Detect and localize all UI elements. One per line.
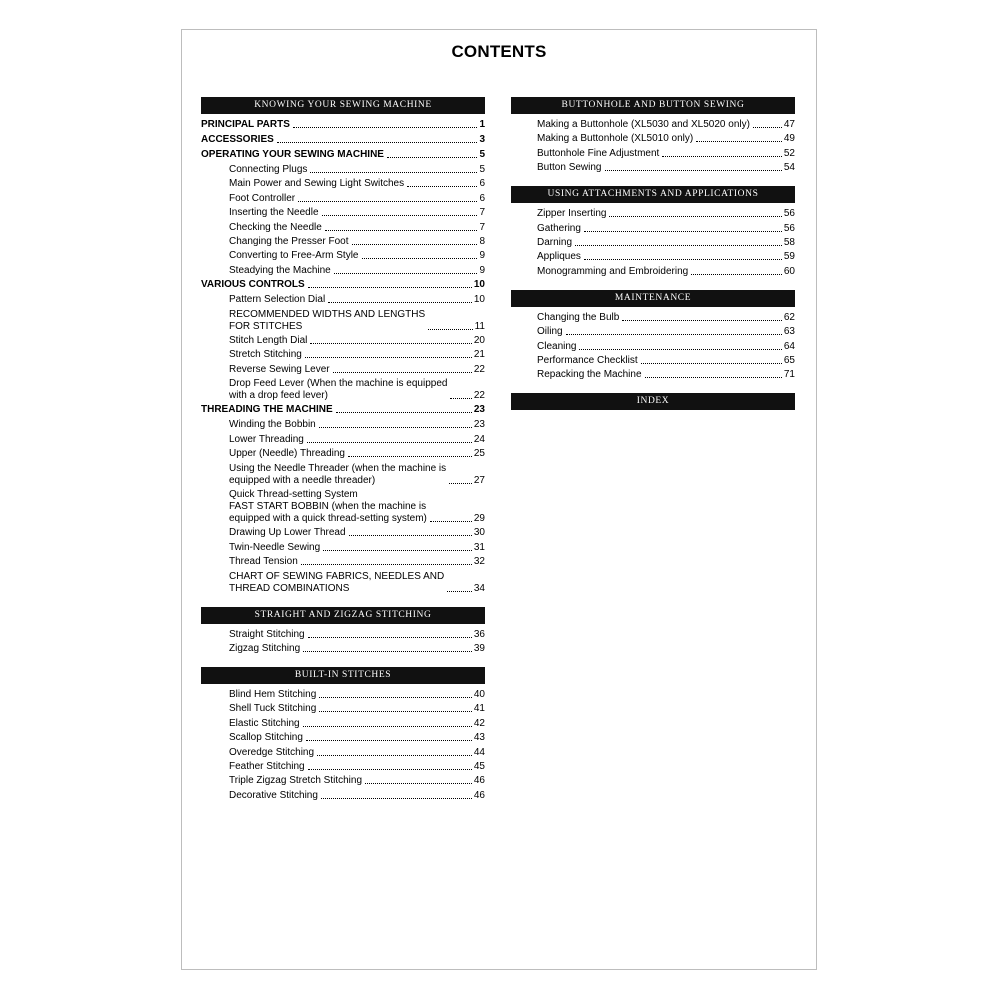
section-header-maintenance: MAINTENANCE	[511, 290, 795, 307]
toc-entry[interactable]: Upper (Needle) Threading 25	[229, 448, 485, 460]
toc-entry[interactable]: Blind Hem Stitching 40	[229, 688, 485, 700]
section-entries-knowing	[201, 119, 485, 595]
toc-entry[interactable]: Stretch Stitching 21	[229, 349, 485, 361]
toc-entry[interactable]: FAST START BOBBIN (when the machine is equipped with a quick thread-setting system) 29	[229, 501, 485, 525]
toc-entry[interactable]: Gathering 56	[537, 222, 795, 234]
toc-entry[interactable]: Elastic Stitching 42	[229, 717, 485, 729]
toc-entry[interactable]: Scallop Stitching 43	[229, 732, 485, 744]
toc-entry[interactable]: Changing the Bulb 62	[537, 311, 795, 323]
toc-entry[interactable]: Overedge Stitching 44	[229, 746, 485, 758]
toc-entry[interactable]: Decorative Stitching 46	[229, 789, 485, 801]
toc-entry[interactable]: Straight Stitching 36	[229, 628, 485, 640]
toc-entry[interactable]: Monogramming and Embroidering 60	[537, 265, 795, 277]
toc-entry[interactable]: Thread Tension 32	[229, 556, 485, 568]
toc-entry[interactable]: Stitch Length Dial 20	[229, 334, 485, 346]
section-header-buttonhole: BUTTONHOLE AND BUTTON SEWING	[511, 97, 795, 114]
toc-entry[interactable]: Zipper Inserting 56	[537, 208, 795, 220]
toc-entry[interactable]: Reverse Sewing Lever 22	[229, 363, 485, 375]
toc-entry-heading: Quick Thread-setting System	[229, 489, 358, 501]
document-page	[181, 29, 817, 970]
page-title: CONTENTS	[451, 42, 547, 61]
toc-entry[interactable]: Lower Threading 24	[229, 433, 485, 445]
left-column	[201, 97, 485, 814]
section-entries-buttonhole	[511, 119, 795, 174]
toc-entry[interactable]: Making a Buttonhole (XL5010 only) 49	[537, 133, 795, 145]
toc-entry[interactable]: Connecting Plugs 5	[229, 164, 485, 175]
toc-entry[interactable]: Main Power and Sewing Light Switches 6	[229, 178, 485, 190]
toc-entry[interactable]: Using the Needle Threader (when the machine is equipped with a needle threader) 27	[229, 462, 485, 486]
toc-entry[interactable]: Winding the Bobbin 23	[229, 419, 485, 431]
toc-entry[interactable]: Pattern Selection Dial 10	[229, 294, 485, 306]
toc-entry[interactable]: Triple Zigzag Stretch Stitching 46	[229, 775, 485, 787]
toc-entry[interactable]: Cleaning 64	[537, 340, 795, 352]
section-entries-maintenance	[511, 312, 795, 382]
toc-entry[interactable]: Buttonhole Fine Adjustment 52	[537, 147, 795, 159]
toc-entry[interactable]: Converting to Free-Arm Style 9	[229, 250, 485, 262]
section-header-straight-zigzag: STRAIGHT AND ZIGZAG STITCHING	[201, 607, 485, 624]
section-entries-straight-zigzag	[201, 629, 485, 655]
toc-entry[interactable]: Zigzag Stitching 39	[229, 642, 485, 654]
toc-entry[interactable]: Feather Stitching 45	[229, 760, 485, 772]
toc-entry[interactable]: Repacking the Machine 71	[537, 369, 795, 381]
toc-entry[interactable]: Drop Feed Lever (When the machine is equipped with a drop feed lever) 22	[229, 378, 485, 402]
toc-entry[interactable]: Shell Tuck Stitching 41	[229, 703, 485, 715]
toc-entry[interactable]: Making a Buttonhole (XL5030 and XL5020 only) 47	[537, 119, 795, 130]
toc-entry[interactable]: Oiling 63	[537, 326, 795, 338]
toc-entry[interactable]: ACCESSORIES 3	[201, 134, 485, 145]
toc-entry[interactable]: RECOMMENDED WIDTHS AND LENGTHS FOR STITCHES 11	[229, 308, 485, 332]
toc-entry[interactable]: OPERATING YOUR SEWING MACHINE 5	[201, 149, 485, 160]
section-header-attachments: USING ATTACHMENTS AND APPLICATIONS	[511, 186, 795, 203]
toc-entry[interactable]: Checking the Needle 7	[229, 221, 485, 233]
section-entries-built-in	[201, 689, 485, 802]
toc-entry[interactable]: Darning 58	[537, 236, 795, 248]
toc-entry[interactable]: Drawing Up Lower Thread 30	[229, 527, 485, 539]
toc-entry[interactable]: Performance Checklist 65	[537, 354, 795, 366]
toc-entry[interactable]: Inserting the Needle 7	[229, 207, 485, 219]
section-entries-attachments	[511, 208, 795, 278]
right-column	[511, 97, 795, 410]
toc-entry[interactable]: Changing the Presser Foot 8	[229, 235, 485, 247]
toc-entry[interactable]: Twin-Needle Sewing 31	[229, 541, 485, 553]
toc-entry[interactable]: Steadying the Machine 9	[229, 264, 485, 276]
toc-entry[interactable]: Button Sewing 54	[537, 162, 795, 174]
toc-entry[interactable]: Foot Controller 6	[229, 192, 485, 204]
section-header-built-in: BUILT-IN STITCHES	[201, 667, 485, 684]
section-header-index[interactable]: INDEX	[511, 393, 795, 410]
section-header-knowing: KNOWING YOUR SEWING MACHINE	[201, 97, 485, 114]
toc-entry[interactable]: VARIOUS CONTROLS 10	[201, 279, 485, 291]
toc-entry[interactable]: PRINCIPAL PARTS 1	[201, 119, 485, 130]
toc-entry[interactable]: THREADING THE MACHINE 23	[201, 404, 485, 416]
toc-entry[interactable]: CHART OF SEWING FABRICS, NEEDLES AND THREAD COMBINATIONS 34	[229, 570, 485, 594]
toc-entry[interactable]: Appliques 59	[537, 251, 795, 263]
